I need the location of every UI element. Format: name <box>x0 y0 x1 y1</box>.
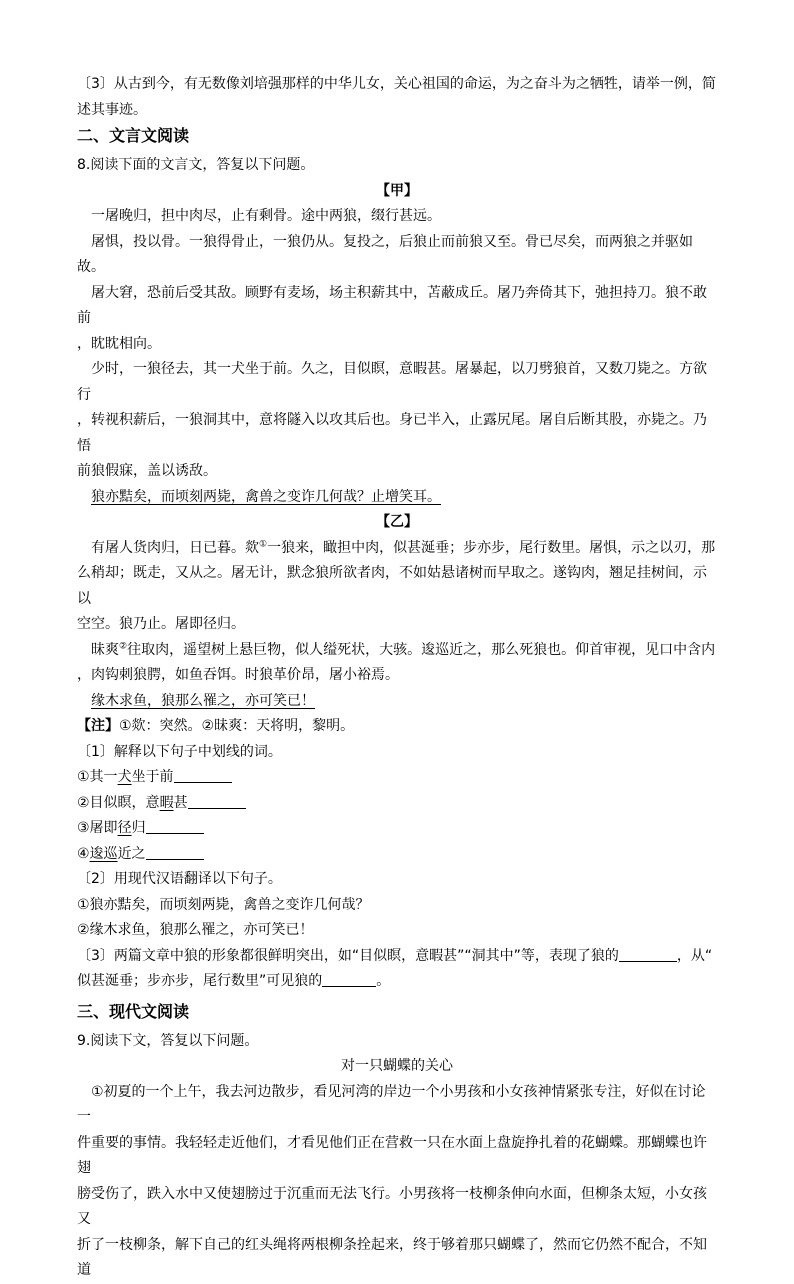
jia-line-3: 屠大窘，恐前后受其敌。顾野有麦场，场主积薪其中，苫蔽成丘。屠乃奔倚其下，弛担持刀。狼不敢前 <box>77 284 707 326</box>
yi-line-1: 有屠人货肉归，日已暮。欻①一狼来，瞰担中肉，似甚涎垂；步亦步，尾行数里。屠惧，示之以刃，那 <box>91 538 716 556</box>
passage-yi-title: 【乙】 <box>376 514 418 530</box>
answer-blank[interactable] <box>146 845 204 860</box>
q8-intro: 8.阅读下面的文言文，答复以下问题。 <box>77 157 315 173</box>
underlined-word: 逡巡 <box>89 845 118 862</box>
document-page <box>77 72 717 1284</box>
q8-3-line-2: 似甚涎垂；步亦步，尾行数里”可见狼的 。 <box>77 973 391 989</box>
jia-underline-text: 狼亦黠矣，而顷刻两毙，禽兽之变诈几何哉？止增笑耳。 <box>91 488 441 505</box>
jia-line-5: 少时，一狼径去，其一犬坐于前。久之，目似瞑，意暇甚。屠暴起，以刀劈狼首，又数刀毙之。方欲行 <box>77 361 707 403</box>
q9-intro: 9.阅读下文，答复以下问题。 <box>77 1032 259 1049</box>
q8-3-line-1: 〔3〕两篇文章中狼的形象都很鲜明突出，如“目似瞑，意暇甚”“洞其中”等，表现了狼的 ，从“ <box>77 947 713 964</box>
jia-underlined-sentence <box>77 485 717 511</box>
article-title: 对一只蝴蝶的关心 <box>341 1058 453 1074</box>
answer-blank[interactable] <box>322 972 376 987</box>
article-line-2: 件重要的事情。我轻轻走近他们，才看见他们正在营救一只在水面上盘旋挣扎着的花蝴蝶。那蝴蝶也许翅 <box>77 1134 707 1176</box>
yi-line-4: 昧爽②往取肉，遥望树上悬巨物，似人缢死状，大骇。逡巡近之，那么死狼也。仰首审视，见口中含内 <box>91 640 716 658</box>
jia-line-4: ，眈眈相向。 <box>77 335 161 352</box>
footnote-1-marker: ① <box>259 538 268 549</box>
article-line-4: 折了一枝柳条，解下自己的红头绳将两根柳条拴起来，终于够着那只蝴蝶了，然而它仍然不配合，不知道 <box>77 1236 707 1278</box>
section-3-title: 三、现代文阅读 <box>77 1001 190 1021</box>
jia-line-6: ，转视积薪后，一狼洞其中，意将隧入以攻其后也。身已半入，止露尻尾。屠自后断其股，亦毙之。乃悟 <box>77 412 707 454</box>
answer-blank[interactable] <box>146 819 204 834</box>
article-line-3: 膀受伤了，跌入水中又使翅膀过于沉重而无法飞行。小男孩将一枝柳条伸向水面，但柳条太短，小女孩又 <box>77 1185 707 1227</box>
answer-blank[interactable] <box>174 768 232 783</box>
yi-underlined-sentence <box>77 689 717 715</box>
q7-3-line-2: 述其事迹。 <box>77 101 147 118</box>
yi-underline-text: 缘木求鱼，狼那么罹之，亦可笑已！ <box>91 692 315 709</box>
underlined-word: 暇 <box>159 794 174 811</box>
answer-blank[interactable] <box>619 947 677 962</box>
q7-3-line-1: 〔3〕从古到今，有无数像刘培强那样的中华儿女，关心祖国的命运，为之奋斗为之牺牲，请举一例，简 <box>77 76 716 92</box>
jia-line-7: 前狼假寐，盖以诱敌。 <box>77 463 217 479</box>
q8-1-item-2: ②目似瞑，意暇甚 <box>77 791 717 817</box>
underlined-word: 犬 <box>117 769 132 785</box>
article-line-1: ①初夏的一个上午，我去河边散步，看见河湾的岸边一个小男孩和小女孩神情紧张专注，好似在讨论一 <box>77 1083 706 1125</box>
q8-2-item-1: ①狼亦黠矣，而顷刻两毙，禽兽之变诈几何哉？ <box>77 896 370 913</box>
q8-1-item-1: ①其一犬坐于前 <box>77 765 717 791</box>
yi-line-2: 么稍却；既走，又从之。屠无计，默念狼所欲者肉，不如姑悬诸树而早取之。遂钩肉，翘足挂树间，示以 <box>77 565 707 607</box>
q8-1-item-3: ③屠即径归 <box>77 816 717 842</box>
q8-2-item-2: ②缘木求鱼，狼那么罹之，亦可笑已！ <box>77 922 314 938</box>
annotation-note: 【注】①欻：突然。②昧爽：天将明，黎明。 <box>77 718 355 734</box>
jia-line-1: 一屠晚归，担中肉尽，止有剩骨。途中两狼，缀行甚远。 <box>91 208 441 224</box>
q8-1-title: 〔1〕解释以下句子中划线的词。 <box>77 743 282 760</box>
section-2-title: 二、文言文阅读 <box>77 126 190 145</box>
yi-line-3: 空空。狼乃止。屠即径归。 <box>77 616 245 632</box>
underlined-word: 径 <box>117 820 132 836</box>
footnote-2-marker: ② <box>119 640 128 651</box>
answer-blank[interactable] <box>188 794 246 809</box>
q8-1-item-4: ④逡巡近之 <box>77 842 717 868</box>
yi-line-5: ，肉钩刺狼腭，如鱼吞饵。时狼革价昂，屠小裕焉。 <box>77 667 399 683</box>
q8-2-title: 〔2〕用现代汉语翻译以下句子。 <box>77 871 282 887</box>
passage-jia-title: 【甲】 <box>376 182 418 199</box>
jia-line-2: 屠惧，投以骨。一狼得骨止，一狼仍从。复投之，后狼止而前狼又至。骨已尽矣，而两狼之并驱如故。 <box>77 233 693 275</box>
